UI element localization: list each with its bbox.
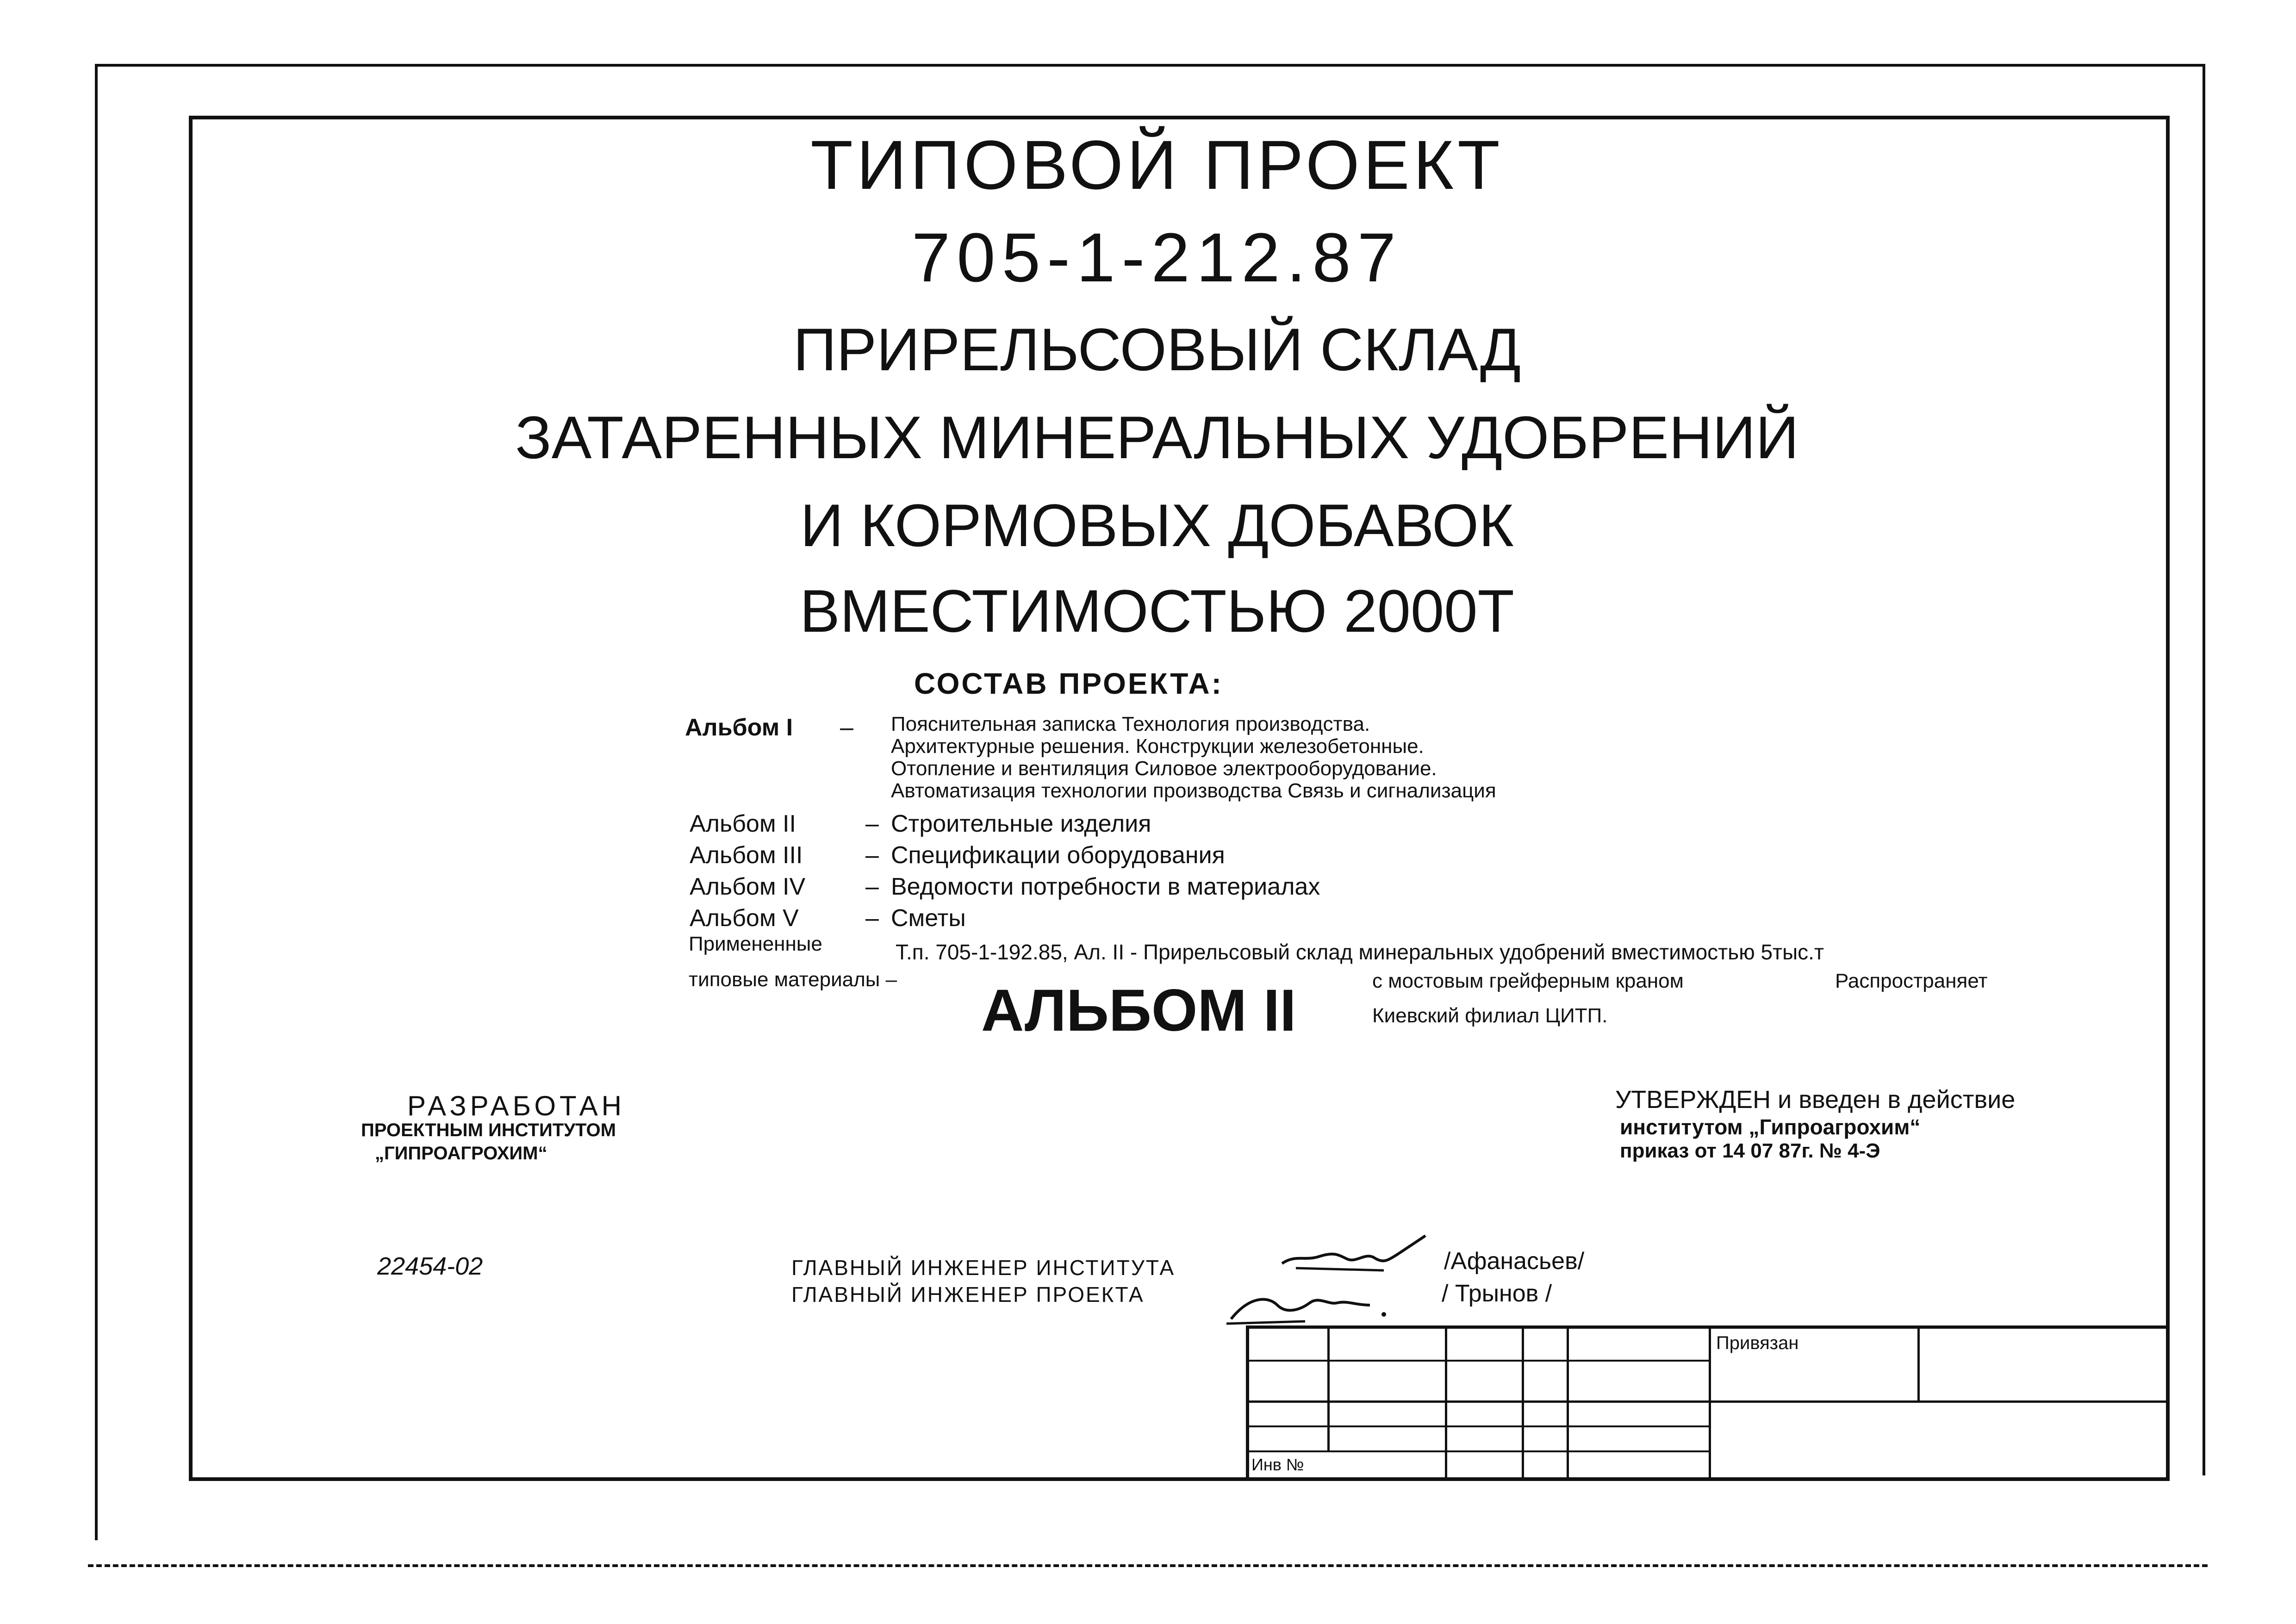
outer-frame-left bbox=[95, 64, 98, 1540]
applied-text-2: с мостовым грейферным краном bbox=[1372, 970, 1684, 992]
album-4-label: Альбом IV bbox=[690, 873, 806, 900]
album-1-line-4: Автоматизация технологии производства Связь и сигнализация bbox=[891, 779, 1496, 802]
distributor-line-2: Киевский филиал ЦИТП. bbox=[1372, 1004, 1608, 1027]
distributor-line-1: Распространяет bbox=[1835, 970, 1988, 992]
outer-frame-right bbox=[2203, 64, 2205, 1475]
approved-line-3: приказ от 14 07 87г. № 4-Э bbox=[1620, 1139, 1880, 1162]
album-4-dash: – bbox=[865, 873, 879, 900]
album-title: АЛЬБОМ II bbox=[981, 977, 1296, 1044]
project-number: 705-1-212.87 bbox=[911, 218, 1403, 296]
chief-engineer-project-role: ГЛАВНЫЙ ИНЖЕНЕР ПРОЕКТА bbox=[791, 1282, 1145, 1307]
subject-line-2: ЗАТАРЕННЫХ МИНЕРАЛЬНЫХ УДОБРЕНИЙ bbox=[515, 404, 1799, 471]
chief-engineer-institute-role: ГЛАВНЫЙ ИНЖЕНЕР ИНСТИТУТА bbox=[791, 1256, 1176, 1280]
chief-engineer-project-name: / Трынов / bbox=[1442, 1280, 1552, 1307]
approved-line-2: институтом „Гипроагрохим“ bbox=[1620, 1115, 1921, 1139]
subject-line-4: ВМЕСТИМОСТЬЮ 2000Т bbox=[800, 577, 1514, 645]
album-2-line-1: Строительные изделия bbox=[891, 810, 1151, 837]
outer-frame-top bbox=[95, 64, 2205, 67]
chief-engineer-institute-name: /Афанасьев/ bbox=[1444, 1248, 1585, 1275]
subject-line-3: И КОРМОВЫХ ДОБАВОК bbox=[800, 492, 1514, 559]
album-5-label: Альбом V bbox=[690, 905, 799, 932]
developed-line-3: „ГИПРОАГРОХИМ“ bbox=[375, 1143, 548, 1164]
approved-line-1: УТВЕРЖДЕН и введен в действие bbox=[1615, 1086, 2016, 1114]
applied-text-1: Т.п. 705-1-192.85, Ал. II - Прирельсовый склад минеральных удобрений вместимостью 5тыс.т bbox=[896, 940, 1824, 964]
album-5-line-1: Сметы bbox=[891, 905, 966, 932]
signature-2 bbox=[1222, 1277, 1398, 1328]
composition-heading: СОСТАВ ПРОЕКТА: bbox=[914, 667, 1223, 700]
developed-line-1: РАЗРАБОТАН bbox=[407, 1090, 625, 1121]
album-1-line-1: Пояснительная записка Технология производства. bbox=[891, 713, 1370, 735]
bound-label: Привязан bbox=[1716, 1333, 1799, 1353]
applied-label-1: Примененные bbox=[689, 933, 822, 955]
project-title: ТИПОВОЙ ПРОЕКТ bbox=[810, 126, 1504, 204]
subject-line-1: ПРИРЕЛЬСОВЫЙ СКЛАД bbox=[793, 316, 1521, 383]
album-3-label: Альбом III bbox=[690, 842, 803, 869]
signature-1 bbox=[1277, 1226, 1435, 1277]
inventory-number-label: Инв № bbox=[1251, 1455, 1304, 1474]
album-4-line-1: Ведомости потребности в материалах bbox=[891, 873, 1320, 900]
album-3-dash: – bbox=[865, 842, 879, 869]
bottom-dashed-line bbox=[88, 1564, 2208, 1567]
album-3-line-1: Спецификации оборудования bbox=[891, 842, 1225, 869]
album-1-line-2: Архитектурные решения. Конструкции железобетонные. bbox=[891, 735, 1424, 758]
album-1-dash: – bbox=[840, 714, 853, 741]
document-code: 22454-02 bbox=[377, 1252, 483, 1280]
album-2-label: Альбом II bbox=[690, 810, 796, 837]
album-1-line-3: Отопление и вентиляция Силовое электрооборудование. bbox=[891, 757, 1437, 780]
album-5-dash: – bbox=[865, 905, 879, 932]
album-1-label: Альбом I bbox=[685, 714, 793, 741]
developed-line-2: ПРОЕКТНЫМ ИНСТИТУТОМ bbox=[361, 1120, 616, 1140]
applied-label-2: типовые материалы – bbox=[689, 968, 897, 991]
title-block bbox=[1246, 1325, 2170, 1481]
album-2-dash: – bbox=[865, 810, 879, 837]
